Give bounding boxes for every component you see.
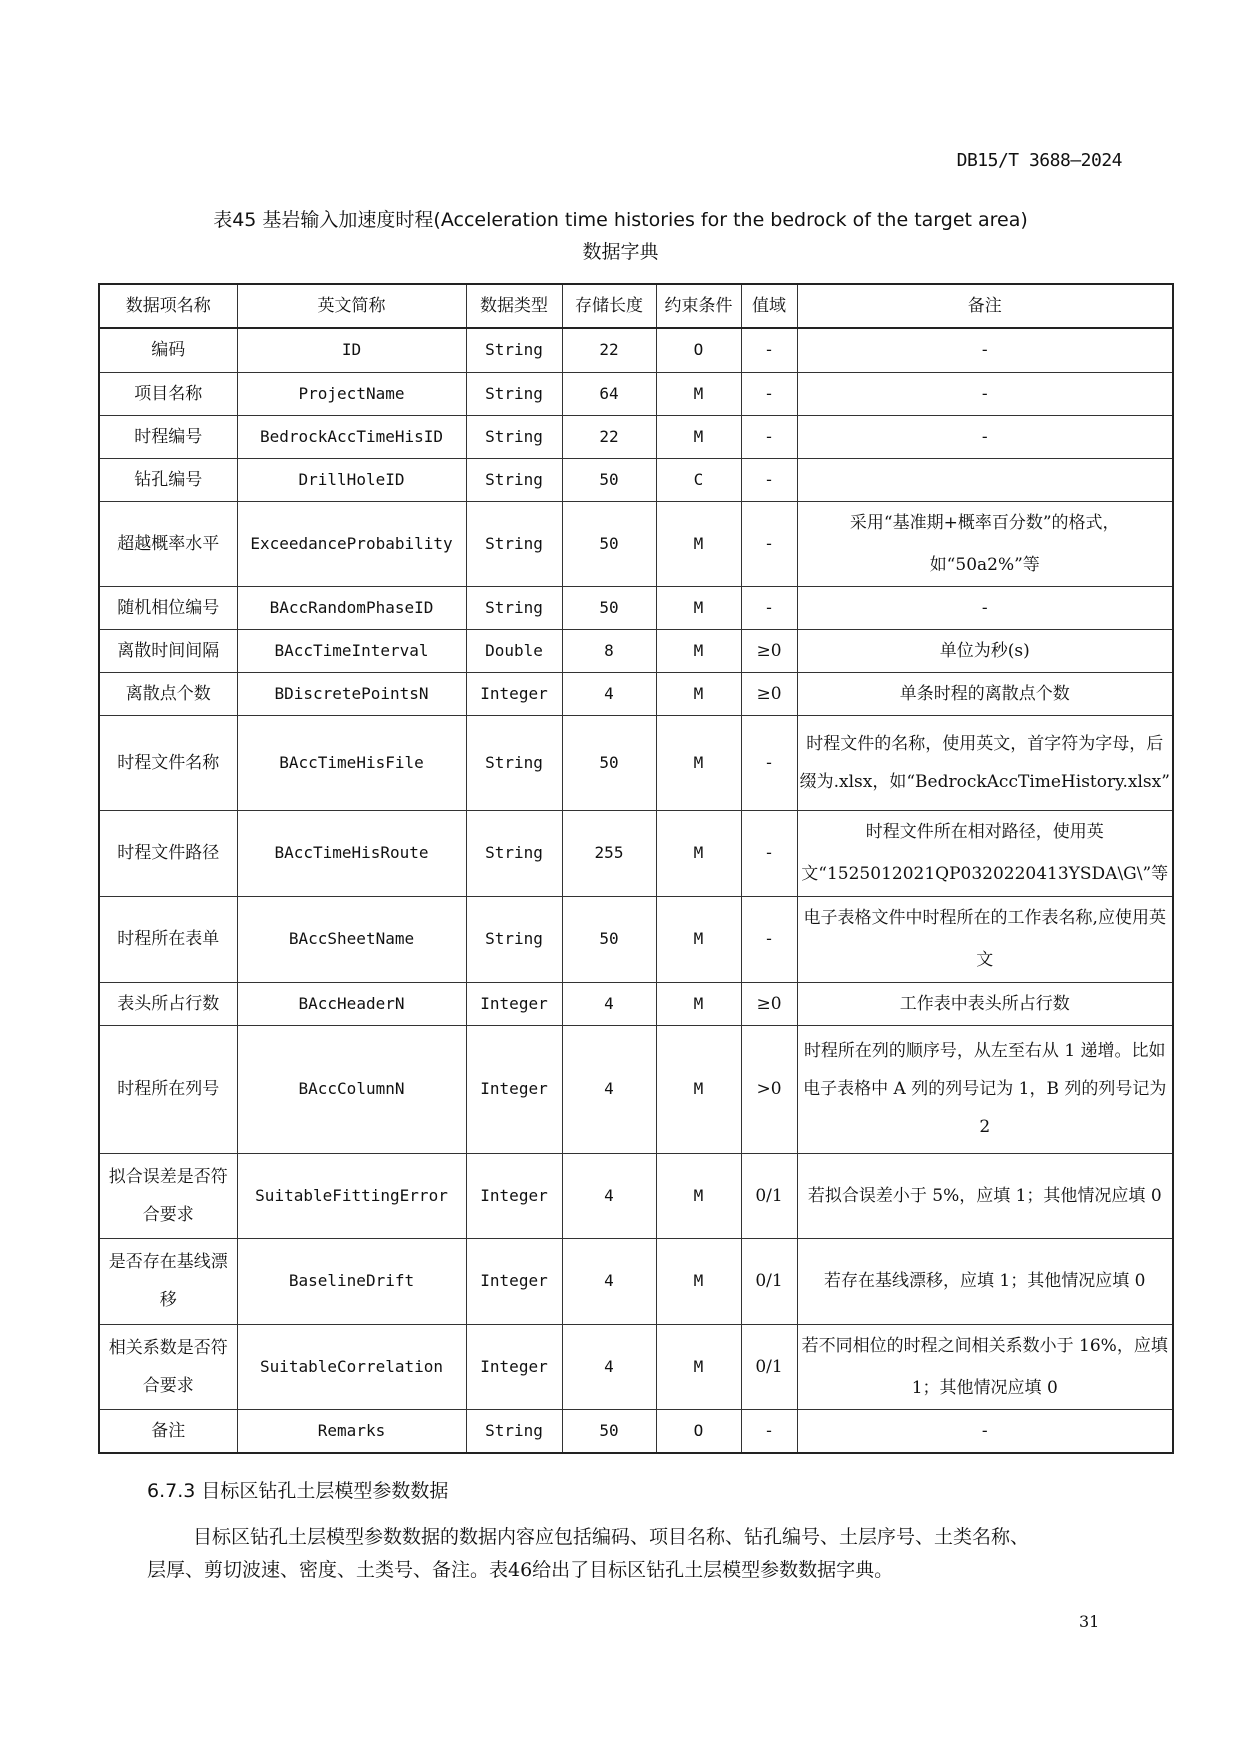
table-cell: String <box>466 328 562 372</box>
table-cell: String <box>466 458 562 501</box>
table-cell: 0/1 <box>741 1238 797 1324</box>
table-cell: 时程文件名称 <box>99 715 237 810</box>
paragraph-line: 目标区钻孔土层模型参数数据的数据内容应包括编码、项目名称、钻孔编号、土层序号、土类名称、 <box>193 1526 1030 1548</box>
table-cell: 时程所在表单 <box>99 896 237 982</box>
table-row <box>99 1409 1173 1453</box>
table-cell: 22 <box>562 328 656 372</box>
table-cell: 钻孔编号 <box>99 458 237 501</box>
table-cell: 255 <box>562 810 656 896</box>
column-header: 英文简称 <box>237 284 466 328</box>
table-cell: O <box>656 1409 741 1453</box>
table-cell: 时程所在列的顺序号，从左至右从 1 递增。比如电子表格中 A 列的列号记为 1，B 列的列号记为 2 <box>797 1025 1173 1153</box>
table-cell: M <box>656 896 741 982</box>
table-row <box>99 1153 1173 1238</box>
table-cell: 4 <box>562 1238 656 1324</box>
table-row <box>99 415 1173 458</box>
table-cell: BAccTimeHisRoute <box>237 810 466 896</box>
table-cell: 64 <box>562 372 656 415</box>
table-row <box>99 586 1173 629</box>
table-cell: String <box>466 715 562 810</box>
table-cell: ProjectName <box>237 372 466 415</box>
table-row <box>99 328 1173 372</box>
table-cell: - <box>741 810 797 896</box>
table-cell: - <box>741 458 797 501</box>
table-cell: 0/1 <box>741 1153 797 1238</box>
table-row <box>99 810 1173 896</box>
table-cell: C <box>656 458 741 501</box>
page-number: 31 <box>1079 1612 1100 1631</box>
table-cell: - <box>797 372 1173 415</box>
table-cell: - <box>741 715 797 810</box>
table-cell: - <box>741 415 797 458</box>
table-cell: 拟合误差是否符合要求 <box>99 1153 237 1238</box>
table-cell: - <box>797 328 1173 372</box>
table-cell: - <box>797 586 1173 629</box>
table-row <box>99 982 1173 1025</box>
table-cell: >0 <box>741 1025 797 1153</box>
table-cell: M <box>656 715 741 810</box>
table-row <box>99 896 1173 982</box>
document-id: DB15/T 3688—2024 <box>956 150 1122 171</box>
table-cell: BDiscretePointsN <box>237 672 466 715</box>
table-cell: 电子表格文件中时程所在的工作表名称,应使用英文 <box>797 896 1173 982</box>
table-cell: 50 <box>562 458 656 501</box>
table-cell: BaselineDrift <box>237 1238 466 1324</box>
table-cell: Integer <box>466 1025 562 1153</box>
table-row <box>99 1324 1173 1409</box>
table-cell: BAccRandomPhaseID <box>237 586 466 629</box>
table-cell: - <box>741 896 797 982</box>
table-cell: String <box>466 372 562 415</box>
table-cell: 50 <box>562 586 656 629</box>
column-header: 存储长度 <box>562 284 656 328</box>
table-cell: ≥0 <box>741 672 797 715</box>
table-row <box>99 501 1173 586</box>
table-cell: M <box>656 1153 741 1238</box>
table-row <box>99 672 1173 715</box>
table-cell: 采用“基准期+概率百分数”的格式，如“50a2%”等 <box>797 501 1173 586</box>
table-cell: - <box>741 586 797 629</box>
table-cell: 时程编号 <box>99 415 237 458</box>
table-cell: M <box>656 1324 741 1409</box>
table-cell: SuitableFittingError <box>237 1153 466 1238</box>
table-cell: 单条时程的离散点个数 <box>797 672 1173 715</box>
table-cell: 时程文件的名称，使用英文，首字符为字母，后缀为.xlsx，如“BedrockAccTimeHistory.xlsx” <box>797 715 1173 810</box>
table-cell: - <box>741 328 797 372</box>
table-cell: 离散点个数 <box>99 672 237 715</box>
table-cell: - <box>741 501 797 586</box>
table-cell: BAccHeaderN <box>237 982 466 1025</box>
table-row <box>99 715 1173 810</box>
table-cell: 时程文件所在相对路径，使用英文“1525012021QP0320220413YSDA\G\”等 <box>797 810 1173 896</box>
table-cell: String <box>466 810 562 896</box>
table-cell: 0/1 <box>741 1324 797 1409</box>
table-cell: Integer <box>466 1238 562 1324</box>
table-cell: ID <box>237 328 466 372</box>
table-cell: M <box>656 586 741 629</box>
table-cell: 50 <box>562 715 656 810</box>
table-row <box>99 1025 1173 1153</box>
table-cell: Double <box>466 629 562 672</box>
table-cell: M <box>656 672 741 715</box>
table-header-row <box>99 284 1173 328</box>
table-cell: BAccTimeHisFile <box>237 715 466 810</box>
data-dictionary-table <box>98 283 1174 1454</box>
table-cell: Integer <box>466 1324 562 1409</box>
table-cell: Integer <box>466 1153 562 1238</box>
table-cell: 若存在基线漂移，应填 1；其他情况应填 0 <box>797 1238 1173 1324</box>
table-cell: String <box>466 501 562 586</box>
table-cell: M <box>656 982 741 1025</box>
table-title: 表45 基岩输入加速度时程(Acceleration time histories for the bedrock of the target area) <box>213 209 1028 231</box>
table-cell: BAccColumnN <box>237 1025 466 1153</box>
table-cell: M <box>656 1025 741 1153</box>
table-cell: - <box>741 372 797 415</box>
table-cell: O <box>656 328 741 372</box>
table-cell: 表头所占行数 <box>99 982 237 1025</box>
table-cell: 50 <box>562 896 656 982</box>
table-cell: 4 <box>562 672 656 715</box>
table-cell: M <box>656 810 741 896</box>
table-cell: 50 <box>562 1409 656 1453</box>
table-cell: - <box>797 1409 1173 1453</box>
table-cell: BAccSheetName <box>237 896 466 982</box>
table-cell: M <box>656 415 741 458</box>
table-cell: 4 <box>562 1153 656 1238</box>
table-cell: 离散时间间隔 <box>99 629 237 672</box>
table-cell: - <box>741 1409 797 1453</box>
table-cell: String <box>466 586 562 629</box>
table-cell: Integer <box>466 672 562 715</box>
column-header: 备注 <box>797 284 1173 328</box>
table-cell: BedrockAccTimeHisID <box>237 415 466 458</box>
table-cell: Integer <box>466 982 562 1025</box>
table-cell: 22 <box>562 415 656 458</box>
table-cell: M <box>656 372 741 415</box>
table-cell: M <box>656 1238 741 1324</box>
table-cell: DrillHoleID <box>237 458 466 501</box>
column-header: 数据类型 <box>466 284 562 328</box>
table-cell: 超越概率水平 <box>99 501 237 586</box>
table-cell: String <box>466 415 562 458</box>
table-cell: 时程所在列号 <box>99 1025 237 1153</box>
table-cell: M <box>656 629 741 672</box>
paragraph-line: 层厚、剪切波速、密度、土类号、备注。表46给出了目标区钻孔土层模型参数数据字典。 <box>147 1559 894 1581</box>
table-cell: 4 <box>562 1324 656 1409</box>
table-cell: String <box>466 1409 562 1453</box>
table-row <box>99 458 1173 501</box>
table-cell: SuitableCorrelation <box>237 1324 466 1409</box>
table-row <box>99 372 1173 415</box>
table-cell: - <box>797 415 1173 458</box>
table-cell: 项目名称 <box>99 372 237 415</box>
table-cell: 4 <box>562 982 656 1025</box>
table-cell: 8 <box>562 629 656 672</box>
table-cell: ExceedanceProbability <box>237 501 466 586</box>
table-cell: 工作表中表头所占行数 <box>797 982 1173 1025</box>
table-cell: M <box>656 501 741 586</box>
section-heading: 6.7.3 目标区钻孔土层模型参数数据 <box>147 1480 449 1502</box>
table-cell: 备注 <box>99 1409 237 1453</box>
table-cell: 50 <box>562 501 656 586</box>
table-cell: 随机相位编号 <box>99 586 237 629</box>
table-cell: 4 <box>562 1025 656 1153</box>
table-cell: 单位为秒(s) <box>797 629 1173 672</box>
table-cell: ≥0 <box>741 629 797 672</box>
table-row <box>99 629 1173 672</box>
column-header: 约束条件 <box>656 284 741 328</box>
table-cell: ≥0 <box>741 982 797 1025</box>
table-subtitle: 数据字典 <box>582 241 659 263</box>
table-cell: BAccTimeInterval <box>237 629 466 672</box>
table-cell <box>797 458 1173 501</box>
table-cell: 若不同相位的时程之间相关系数小于 16%，应填 1；其他情况应填 0 <box>797 1324 1173 1409</box>
table-cell: 相关系数是否符合要求 <box>99 1324 237 1409</box>
table-cell: 若拟合误差小于 5%，应填 1；其他情况应填 0 <box>797 1153 1173 1238</box>
table-row <box>99 1238 1173 1324</box>
table-cell: 时程文件路径 <box>99 810 237 896</box>
table-cell: String <box>466 896 562 982</box>
table-cell: Remarks <box>237 1409 466 1453</box>
table-cell: 是否存在基线漂移 <box>99 1238 237 1324</box>
column-header: 数据项名称 <box>99 284 237 328</box>
column-header: 值域 <box>741 284 797 328</box>
table-cell: 编码 <box>99 328 237 372</box>
